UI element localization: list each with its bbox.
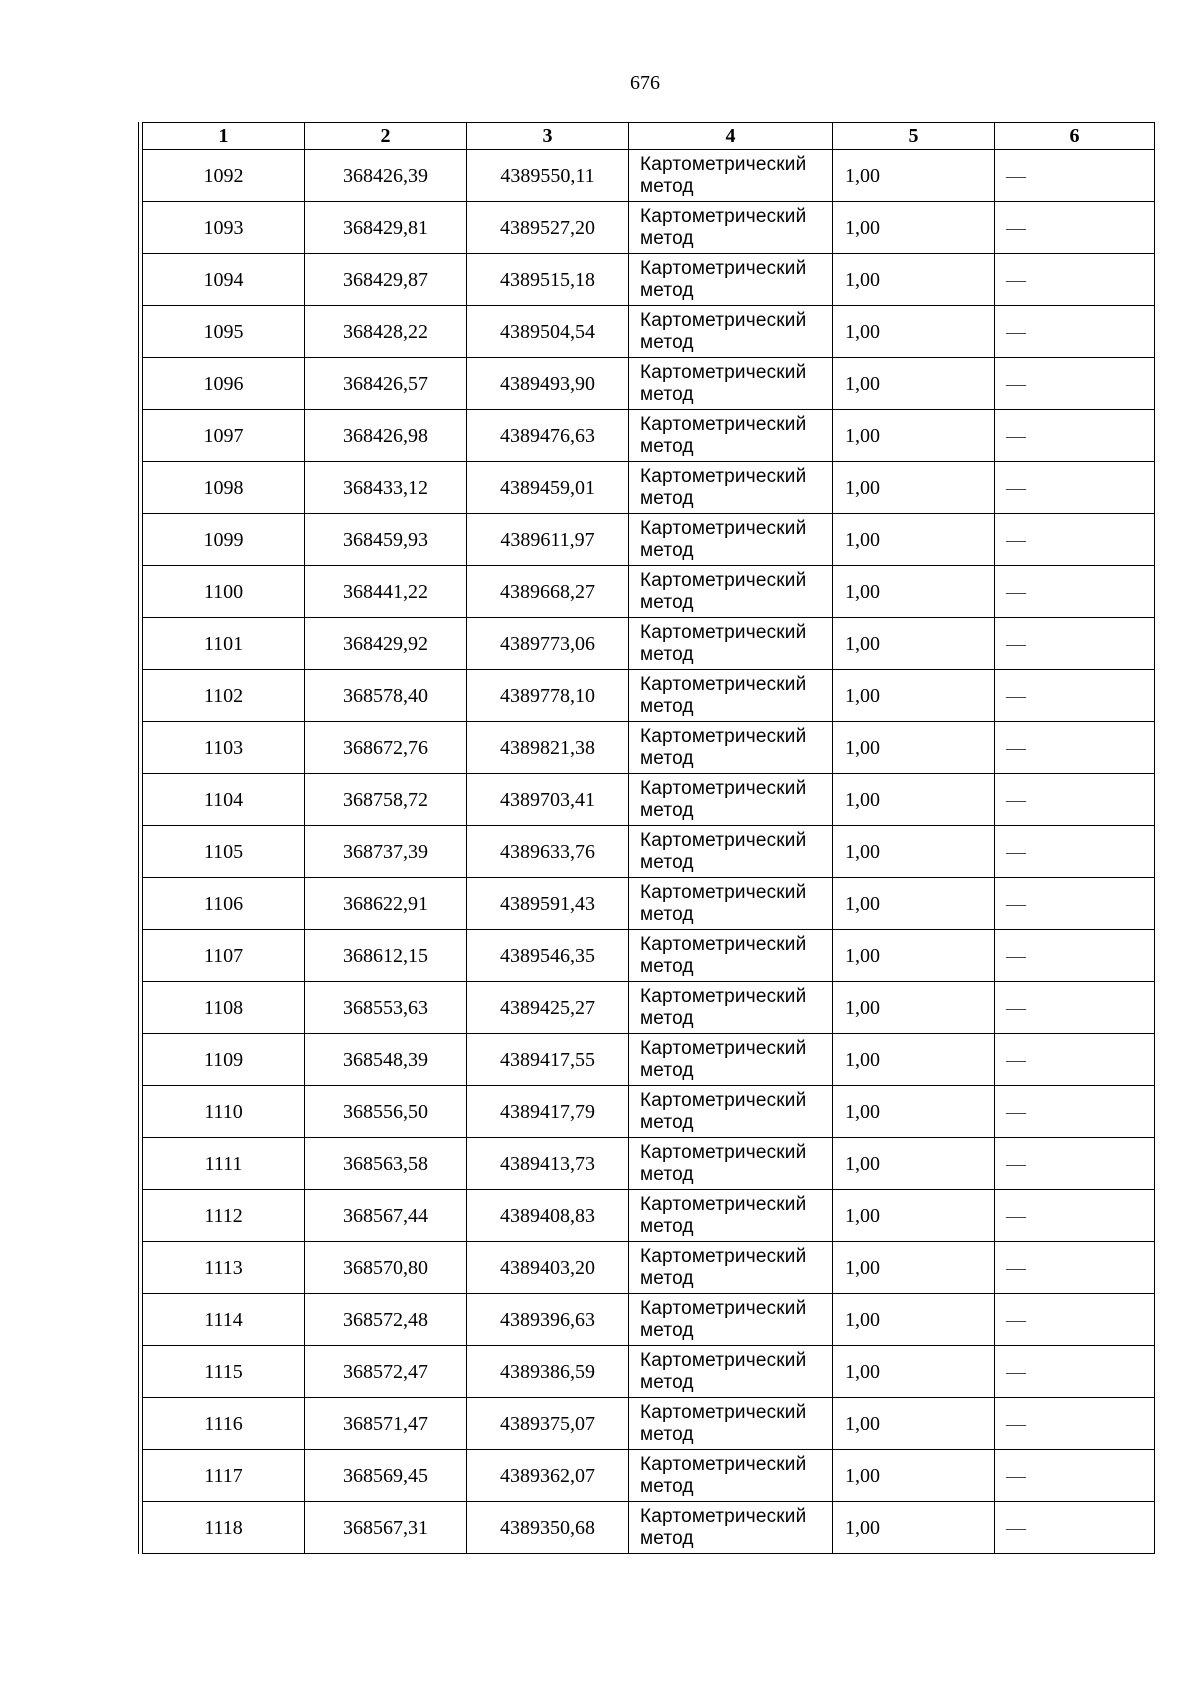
table-row bbox=[143, 930, 1155, 982]
method-text-line: Картометрический bbox=[640, 1193, 807, 1215]
table-row bbox=[143, 1450, 1155, 1502]
accuracy-cell: 1,00 bbox=[833, 670, 995, 722]
accuracy-cell: 1,00 bbox=[833, 306, 995, 358]
method-cell bbox=[629, 1450, 833, 1502]
x-coordinate-cell: 368563,58 bbox=[305, 1138, 467, 1190]
accuracy-cell: 1,00 bbox=[833, 1502, 995, 1554]
description-cell: — bbox=[995, 1034, 1155, 1086]
table-row bbox=[143, 618, 1155, 670]
y-coordinate-cell: 4389493,90 bbox=[467, 358, 629, 410]
method-text-line: Картометрический bbox=[640, 1297, 807, 1319]
table-row bbox=[143, 462, 1155, 514]
method-text-line: Картометрический bbox=[640, 1245, 807, 1267]
y-coordinate-cell: 4389546,35 bbox=[467, 930, 629, 982]
method-text-line: Картометрический bbox=[640, 309, 807, 331]
point-number-cell: 1092 bbox=[143, 150, 305, 202]
method-text-line: Картометрический bbox=[640, 465, 807, 487]
method-text-line: Картометрический bbox=[640, 673, 807, 695]
table-row bbox=[143, 1346, 1155, 1398]
method-text-line: Картометрический bbox=[640, 517, 807, 539]
accuracy-cell: 1,00 bbox=[833, 1346, 995, 1398]
description-cell: — bbox=[995, 254, 1155, 306]
y-coordinate-cell: 4389362,07 bbox=[467, 1450, 629, 1502]
method-text-line: метод bbox=[640, 799, 694, 821]
point-number-cell: 1116 bbox=[143, 1398, 305, 1450]
accuracy-cell: 1,00 bbox=[833, 150, 995, 202]
point-number-cell: 1097 bbox=[143, 410, 305, 462]
method-cell bbox=[629, 982, 833, 1034]
y-coordinate-cell: 4389591,43 bbox=[467, 878, 629, 930]
x-coordinate-cell: 368426,39 bbox=[305, 150, 467, 202]
method-text-line: метод bbox=[640, 383, 694, 405]
point-number-cell: 1114 bbox=[143, 1294, 305, 1346]
description-cell: — bbox=[995, 618, 1155, 670]
table-row bbox=[143, 514, 1155, 566]
description-cell: — bbox=[995, 982, 1155, 1034]
method-text-line: Картометрический bbox=[640, 1089, 807, 1111]
column-header-4: 4 bbox=[629, 123, 833, 150]
x-coordinate-cell: 368428,22 bbox=[305, 306, 467, 358]
description-cell: — bbox=[995, 566, 1155, 618]
description-cell: — bbox=[995, 722, 1155, 774]
description-cell: — bbox=[995, 930, 1155, 982]
accuracy-cell: 1,00 bbox=[833, 618, 995, 670]
x-coordinate-cell: 368578,40 bbox=[305, 670, 467, 722]
method-cell bbox=[629, 878, 833, 930]
accuracy-cell: 1,00 bbox=[833, 1138, 995, 1190]
accuracy-cell: 1,00 bbox=[833, 566, 995, 618]
description-cell: — bbox=[995, 670, 1155, 722]
description-cell: — bbox=[995, 358, 1155, 410]
method-text-line: Картометрический bbox=[640, 881, 807, 903]
method-cell bbox=[629, 774, 833, 826]
x-coordinate-cell: 368758,72 bbox=[305, 774, 467, 826]
method-text-line: метод bbox=[640, 747, 694, 769]
x-coordinate-cell: 368572,47 bbox=[305, 1346, 467, 1398]
table-row bbox=[143, 1086, 1155, 1138]
method-cell bbox=[629, 566, 833, 618]
coordinates-table-container bbox=[138, 122, 1152, 1554]
accuracy-cell: 1,00 bbox=[833, 722, 995, 774]
coordinates-table bbox=[142, 122, 1155, 1554]
x-coordinate-cell: 368572,48 bbox=[305, 1294, 467, 1346]
accuracy-cell: 1,00 bbox=[833, 1086, 995, 1138]
x-coordinate-cell: 368433,12 bbox=[305, 462, 467, 514]
x-coordinate-cell: 368426,98 bbox=[305, 410, 467, 462]
method-text-line: метод bbox=[640, 955, 694, 977]
accuracy-cell: 1,00 bbox=[833, 358, 995, 410]
point-number-cell: 1094 bbox=[143, 254, 305, 306]
method-text-line: метод bbox=[640, 1215, 694, 1237]
point-number-cell: 1105 bbox=[143, 826, 305, 878]
method-cell bbox=[629, 1502, 833, 1554]
method-cell bbox=[629, 1242, 833, 1294]
method-cell bbox=[629, 462, 833, 514]
y-coordinate-cell: 4389403,20 bbox=[467, 1242, 629, 1294]
description-cell: — bbox=[995, 462, 1155, 514]
method-text-line: метод bbox=[640, 1267, 694, 1289]
y-coordinate-cell: 4389527,20 bbox=[467, 202, 629, 254]
y-coordinate-cell: 4389375,07 bbox=[467, 1398, 629, 1450]
method-text-line: Картометрический bbox=[640, 1453, 807, 1475]
table-row bbox=[143, 878, 1155, 930]
table-row bbox=[143, 774, 1155, 826]
method-cell bbox=[629, 1190, 833, 1242]
y-coordinate-cell: 4389611,97 bbox=[467, 514, 629, 566]
point-number-cell: 1117 bbox=[143, 1450, 305, 1502]
accuracy-cell: 1,00 bbox=[833, 930, 995, 982]
table-row bbox=[143, 982, 1155, 1034]
accuracy-cell: 1,00 bbox=[833, 410, 995, 462]
table-row bbox=[143, 254, 1155, 306]
method-cell bbox=[629, 1034, 833, 1086]
accuracy-cell: 1,00 bbox=[833, 514, 995, 566]
table-row bbox=[143, 202, 1155, 254]
x-coordinate-cell: 368570,80 bbox=[305, 1242, 467, 1294]
method-cell bbox=[629, 826, 833, 878]
x-coordinate-cell: 368429,81 bbox=[305, 202, 467, 254]
method-text-line: Картометрический bbox=[640, 985, 807, 1007]
description-cell: — bbox=[995, 1294, 1155, 1346]
point-number-cell: 1104 bbox=[143, 774, 305, 826]
x-coordinate-cell: 368441,22 bbox=[305, 566, 467, 618]
table-row bbox=[143, 1190, 1155, 1242]
method-text-line: метод bbox=[640, 695, 694, 717]
x-coordinate-cell: 368429,87 bbox=[305, 254, 467, 306]
method-text-line: Картометрический bbox=[640, 725, 807, 747]
y-coordinate-cell: 4389413,73 bbox=[467, 1138, 629, 1190]
method-text-line: метод bbox=[640, 227, 694, 249]
point-number-cell: 1096 bbox=[143, 358, 305, 410]
description-cell: — bbox=[995, 1502, 1155, 1554]
table-header-row bbox=[143, 123, 1155, 150]
description-cell: — bbox=[995, 878, 1155, 930]
point-number-cell: 1103 bbox=[143, 722, 305, 774]
method-text-line: Картометрический bbox=[640, 361, 807, 383]
point-number-cell: 1099 bbox=[143, 514, 305, 566]
method-text-line: Картометрический bbox=[640, 569, 807, 591]
y-coordinate-cell: 4389417,55 bbox=[467, 1034, 629, 1086]
method-text-line: метод bbox=[640, 643, 694, 665]
description-cell: — bbox=[995, 306, 1155, 358]
table-row bbox=[143, 358, 1155, 410]
point-number-cell: 1106 bbox=[143, 878, 305, 930]
point-number-cell: 1095 bbox=[143, 306, 305, 358]
y-coordinate-cell: 4389821,38 bbox=[467, 722, 629, 774]
table-row bbox=[143, 722, 1155, 774]
accuracy-cell: 1,00 bbox=[833, 1242, 995, 1294]
point-number-cell: 1113 bbox=[143, 1242, 305, 1294]
point-number-cell: 1111 bbox=[143, 1138, 305, 1190]
method-text-line: Картометрический bbox=[640, 257, 807, 279]
accuracy-cell: 1,00 bbox=[833, 982, 995, 1034]
table-row bbox=[143, 1242, 1155, 1294]
column-header-3: 3 bbox=[467, 123, 629, 150]
description-cell: — bbox=[995, 202, 1155, 254]
point-number-cell: 1118 bbox=[143, 1502, 305, 1554]
method-cell bbox=[629, 150, 833, 202]
x-coordinate-cell: 368612,15 bbox=[305, 930, 467, 982]
column-header-1: 1 bbox=[143, 123, 305, 150]
accuracy-cell: 1,00 bbox=[833, 462, 995, 514]
description-cell: — bbox=[995, 410, 1155, 462]
point-number-cell: 1093 bbox=[143, 202, 305, 254]
description-cell: — bbox=[995, 826, 1155, 878]
description-cell: — bbox=[995, 1242, 1155, 1294]
method-text-line: метод bbox=[640, 1319, 694, 1341]
method-cell bbox=[629, 1086, 833, 1138]
x-coordinate-cell: 368569,45 bbox=[305, 1450, 467, 1502]
method-text-line: Картометрический bbox=[640, 153, 807, 175]
method-text-line: метод bbox=[640, 435, 694, 457]
accuracy-cell: 1,00 bbox=[833, 826, 995, 878]
method-text-line: метод bbox=[640, 1007, 694, 1029]
point-number-cell: 1108 bbox=[143, 982, 305, 1034]
y-coordinate-cell: 4389668,27 bbox=[467, 566, 629, 618]
table-row bbox=[143, 410, 1155, 462]
method-text-line: Картометрический bbox=[640, 1037, 807, 1059]
accuracy-cell: 1,00 bbox=[833, 1398, 995, 1450]
y-coordinate-cell: 4389504,54 bbox=[467, 306, 629, 358]
method-cell bbox=[629, 410, 833, 462]
y-coordinate-cell: 4389396,63 bbox=[467, 1294, 629, 1346]
accuracy-cell: 1,00 bbox=[833, 1190, 995, 1242]
y-coordinate-cell: 4389703,41 bbox=[467, 774, 629, 826]
method-cell bbox=[629, 1294, 833, 1346]
method-text-line: метод bbox=[640, 1163, 694, 1185]
table-row bbox=[143, 306, 1155, 358]
description-cell: — bbox=[995, 1398, 1155, 1450]
method-text-line: метод bbox=[640, 487, 694, 509]
method-text-line: метод bbox=[640, 1371, 694, 1393]
column-header-5: 5 bbox=[833, 123, 995, 150]
method-cell bbox=[629, 1398, 833, 1450]
method-text-line: метод bbox=[640, 1527, 694, 1549]
x-coordinate-cell: 368672,76 bbox=[305, 722, 467, 774]
column-header-2: 2 bbox=[305, 123, 467, 150]
method-cell bbox=[629, 722, 833, 774]
y-coordinate-cell: 4389476,63 bbox=[467, 410, 629, 462]
method-text-line: Картометрический bbox=[640, 1401, 807, 1423]
method-text-line: метод bbox=[640, 175, 694, 197]
table-row bbox=[143, 566, 1155, 618]
y-coordinate-cell: 4389550,11 bbox=[467, 150, 629, 202]
method-text-line: Картометрический bbox=[640, 413, 807, 435]
y-coordinate-cell: 4389408,83 bbox=[467, 1190, 629, 1242]
accuracy-cell: 1,00 bbox=[833, 1034, 995, 1086]
description-cell: — bbox=[995, 1450, 1155, 1502]
method-cell bbox=[629, 1346, 833, 1398]
table-row bbox=[143, 826, 1155, 878]
point-number-cell: 1109 bbox=[143, 1034, 305, 1086]
method-text-line: метод bbox=[640, 591, 694, 613]
method-text-line: метод bbox=[640, 1475, 694, 1497]
y-coordinate-cell: 4389773,06 bbox=[467, 618, 629, 670]
method-text-line: Картометрический bbox=[640, 1505, 807, 1527]
description-cell: — bbox=[995, 150, 1155, 202]
y-coordinate-cell: 4389425,27 bbox=[467, 982, 629, 1034]
description-cell: — bbox=[995, 774, 1155, 826]
x-coordinate-cell: 368548,39 bbox=[305, 1034, 467, 1086]
method-text-line: Картометрический bbox=[640, 777, 807, 799]
method-text-line: Картометрический bbox=[640, 621, 807, 643]
y-coordinate-cell: 4389515,18 bbox=[467, 254, 629, 306]
method-text-line: метод bbox=[640, 1059, 694, 1081]
description-cell: — bbox=[995, 514, 1155, 566]
x-coordinate-cell: 368426,57 bbox=[305, 358, 467, 410]
method-text-line: Картометрический bbox=[640, 1349, 807, 1371]
table-row bbox=[143, 1398, 1155, 1450]
y-coordinate-cell: 4389350,68 bbox=[467, 1502, 629, 1554]
method-cell bbox=[629, 1138, 833, 1190]
method-text-line: метод bbox=[640, 279, 694, 301]
x-coordinate-cell: 368553,63 bbox=[305, 982, 467, 1034]
x-coordinate-cell: 368429,92 bbox=[305, 618, 467, 670]
x-coordinate-cell: 368567,44 bbox=[305, 1190, 467, 1242]
accuracy-cell: 1,00 bbox=[833, 1294, 995, 1346]
y-coordinate-cell: 4389778,10 bbox=[467, 670, 629, 722]
method-text-line: метод bbox=[640, 331, 694, 353]
accuracy-cell: 1,00 bbox=[833, 254, 995, 306]
table-body bbox=[143, 150, 1155, 1554]
method-cell bbox=[629, 254, 833, 306]
method-cell bbox=[629, 306, 833, 358]
method-cell bbox=[629, 202, 833, 254]
accuracy-cell: 1,00 bbox=[833, 202, 995, 254]
x-coordinate-cell: 368459,93 bbox=[305, 514, 467, 566]
description-cell: — bbox=[995, 1086, 1155, 1138]
method-text-line: метод bbox=[640, 1111, 694, 1133]
point-number-cell: 1115 bbox=[143, 1346, 305, 1398]
y-coordinate-cell: 4389386,59 bbox=[467, 1346, 629, 1398]
description-cell: — bbox=[995, 1138, 1155, 1190]
x-coordinate-cell: 368556,50 bbox=[305, 1086, 467, 1138]
method-cell bbox=[629, 618, 833, 670]
method-cell bbox=[629, 670, 833, 722]
method-text-line: Картометрический bbox=[640, 829, 807, 851]
point-number-cell: 1102 bbox=[143, 670, 305, 722]
accuracy-cell: 1,00 bbox=[833, 774, 995, 826]
table-row bbox=[143, 1034, 1155, 1086]
description-cell: — bbox=[995, 1190, 1155, 1242]
method-text-line: Картометрический bbox=[640, 1141, 807, 1163]
table-row bbox=[143, 670, 1155, 722]
table-row bbox=[143, 1138, 1155, 1190]
table-row bbox=[143, 1502, 1155, 1554]
x-coordinate-cell: 368737,39 bbox=[305, 826, 467, 878]
point-number-cell: 1110 bbox=[143, 1086, 305, 1138]
x-coordinate-cell: 368567,31 bbox=[305, 1502, 467, 1554]
point-number-cell: 1112 bbox=[143, 1190, 305, 1242]
y-coordinate-cell: 4389633,76 bbox=[467, 826, 629, 878]
method-text-line: метод bbox=[640, 1423, 694, 1445]
method-text-line: метод bbox=[640, 903, 694, 925]
x-coordinate-cell: 368571,47 bbox=[305, 1398, 467, 1450]
method-cell bbox=[629, 514, 833, 566]
table-row bbox=[143, 150, 1155, 202]
method-text-line: метод bbox=[640, 851, 694, 873]
method-text-line: Картометрический bbox=[640, 205, 807, 227]
description-cell: — bbox=[995, 1346, 1155, 1398]
column-header-6: 6 bbox=[995, 123, 1155, 150]
point-number-cell: 1098 bbox=[143, 462, 305, 514]
method-text-line: метод bbox=[640, 539, 694, 561]
y-coordinate-cell: 4389417,79 bbox=[467, 1086, 629, 1138]
table-row bbox=[143, 1294, 1155, 1346]
accuracy-cell: 1,00 bbox=[833, 1450, 995, 1502]
y-coordinate-cell: 4389459,01 bbox=[467, 462, 629, 514]
method-cell bbox=[629, 930, 833, 982]
point-number-cell: 1100 bbox=[143, 566, 305, 618]
method-text-line: Картометрический bbox=[640, 933, 807, 955]
point-number-cell: 1107 bbox=[143, 930, 305, 982]
page-number: 676 bbox=[630, 72, 660, 94]
accuracy-cell: 1,00 bbox=[833, 878, 995, 930]
method-cell bbox=[629, 358, 833, 410]
point-number-cell: 1101 bbox=[143, 618, 305, 670]
x-coordinate-cell: 368622,91 bbox=[305, 878, 467, 930]
